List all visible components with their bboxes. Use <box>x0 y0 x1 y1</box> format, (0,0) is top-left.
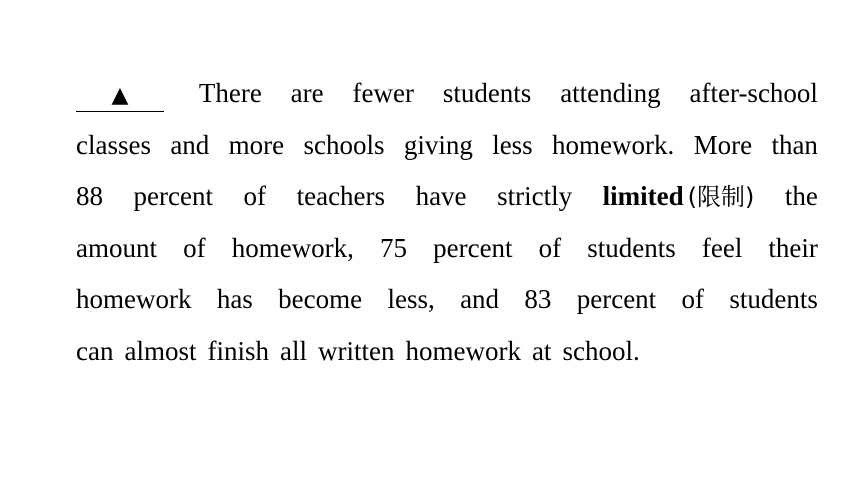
word: More <box>693 129 753 160</box>
word: percent <box>133 181 213 211</box>
word: teachers <box>296 181 386 211</box>
passage-line-4 <box>76 223 818 275</box>
word: students <box>729 284 818 314</box>
word: 88 <box>76 181 103 211</box>
word: giving <box>403 129 473 160</box>
word: the <box>784 181 818 211</box>
word: can <box>76 335 114 366</box>
word: feel <box>701 232 743 263</box>
word: students <box>587 232 676 263</box>
word: has <box>216 284 253 314</box>
answer-blank: ▲ <box>76 81 164 112</box>
word: fewer <box>352 78 414 108</box>
word: of <box>538 232 562 263</box>
passage-line-3 <box>76 171 818 223</box>
word: homework <box>76 284 192 314</box>
chinese-gloss: (限制) <box>687 183 755 211</box>
word: strictly <box>497 181 573 211</box>
word: after-school <box>689 78 818 108</box>
passage-line-1 <box>76 68 818 120</box>
word: become <box>278 284 363 314</box>
word: their <box>768 232 818 263</box>
word: written <box>317 335 395 366</box>
word: homework <box>405 335 521 366</box>
word: 83 <box>524 284 552 314</box>
word: than <box>771 129 818 160</box>
word: percent <box>433 232 513 263</box>
word: 75 <box>380 232 408 263</box>
word: have <box>415 181 467 211</box>
word: school. <box>562 335 640 366</box>
word: more <box>228 129 285 160</box>
word: amount <box>76 232 157 263</box>
word: at <box>531 335 552 366</box>
word: homework. <box>552 129 675 160</box>
passage-line-6 <box>76 326 818 378</box>
word: homework, <box>231 232 354 263</box>
word: and <box>170 129 210 160</box>
word: of <box>243 181 267 211</box>
word: and <box>460 284 500 314</box>
word: all <box>279 335 307 366</box>
highlighted-word: limited <box>602 181 684 211</box>
word: finish <box>207 335 269 366</box>
word: less, <box>387 284 435 314</box>
passage-line-5 <box>76 274 818 326</box>
word: almost <box>124 335 197 366</box>
word: There <box>198 78 262 108</box>
word: attending <box>560 78 661 108</box>
word: percent <box>576 284 657 314</box>
word: of <box>183 232 206 263</box>
passage <box>76 68 818 377</box>
passage-line-2 <box>76 120 818 172</box>
word: are <box>290 78 324 108</box>
word: of <box>681 284 705 314</box>
word: students <box>442 78 532 108</box>
word: classes <box>76 129 151 160</box>
word: schools <box>303 129 385 160</box>
word: less <box>492 129 533 160</box>
